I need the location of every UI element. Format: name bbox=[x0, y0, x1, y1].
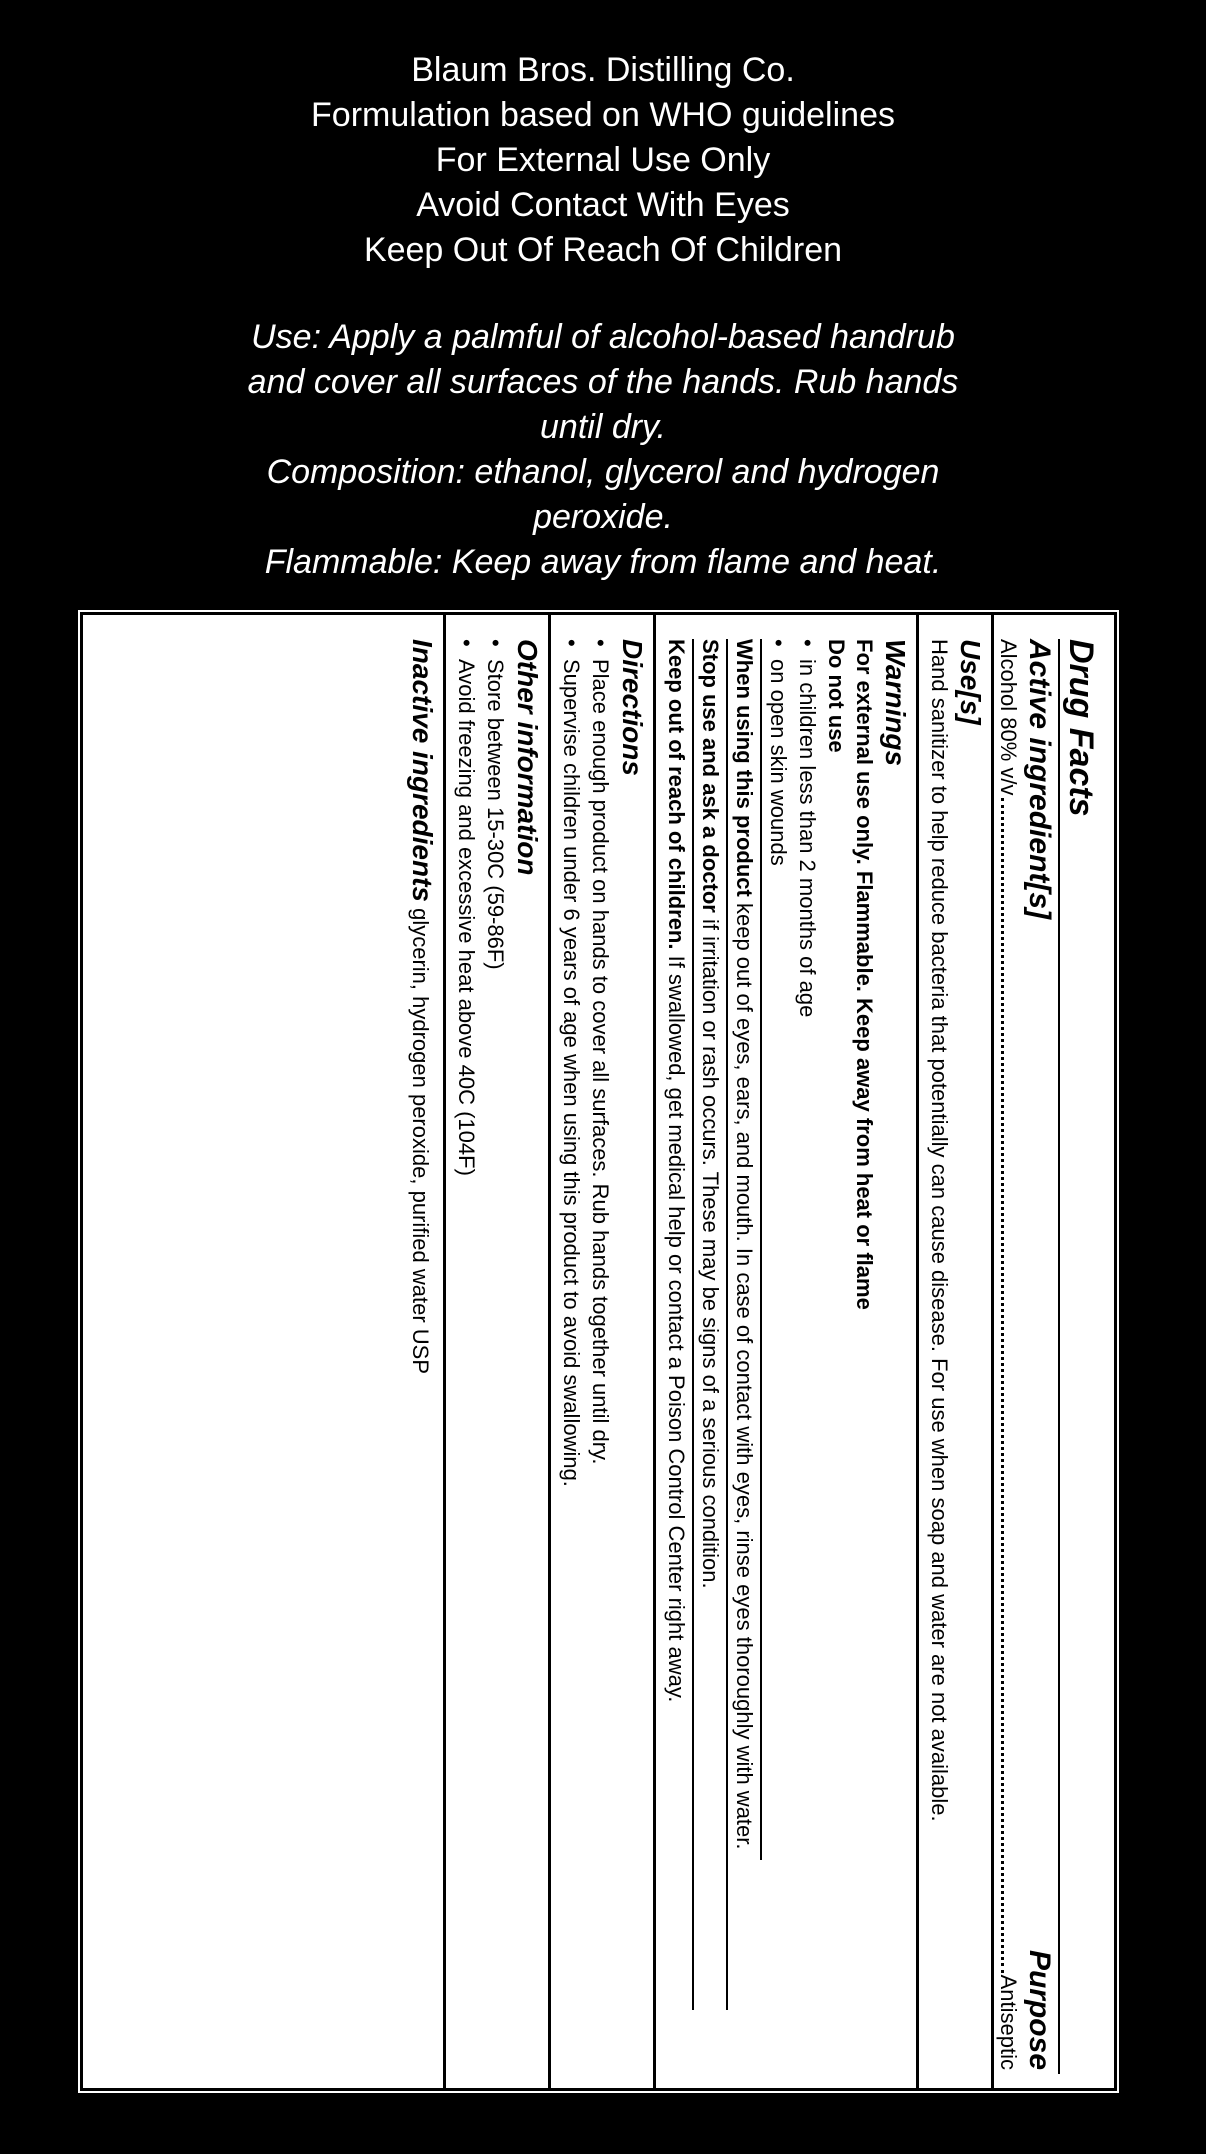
active-ingredient: Alcohol 80% v/v bbox=[996, 639, 1021, 796]
do-not-use-heading: Do not use bbox=[824, 639, 849, 753]
external-use-note: For External Use Only bbox=[435, 141, 771, 179]
eye-warning: Avoid Contact With Eyes bbox=[416, 186, 790, 224]
stop-use-text: if irritation or rash occurs. These may be signs of a serious condition. bbox=[698, 912, 723, 1589]
external-use-warning: For external use only. Flammable. Keep away from heat or flame bbox=[852, 639, 877, 1310]
other-info-section bbox=[446, 615, 551, 2088]
warnings-section bbox=[656, 615, 919, 2088]
other-info-item: • Store between 15-30C (59-86F) bbox=[481, 639, 510, 2070]
directions-section bbox=[551, 615, 656, 2088]
leader-dots bbox=[1001, 798, 1004, 1973]
purpose-heading: Purpose bbox=[1023, 1949, 1056, 2070]
uses-heading: Use[s] bbox=[955, 639, 986, 725]
keep-out-label: Keep out of reach of children. bbox=[664, 639, 689, 950]
do-not-use-item: • on open skin wounds bbox=[764, 639, 793, 2070]
uses-section bbox=[919, 615, 994, 2088]
use-line-3: until dry. bbox=[540, 408, 666, 446]
children-warning: Keep Out Of Reach Of Children bbox=[363, 231, 843, 269]
when-using-label: When using this product bbox=[732, 639, 757, 897]
do-not-use-item: • in children less than 2 months of age bbox=[793, 639, 822, 2070]
active-ingredients-header bbox=[1022, 639, 1056, 2070]
use-line-1: Use: Apply a palmful of alcohol-based handrub bbox=[251, 318, 955, 356]
stop-use-label: Stop use and ask a doctor bbox=[698, 639, 723, 913]
active-ingredients-heading: Active ingredient[s] bbox=[1023, 639, 1056, 920]
inactive-text: glycerin, hydrogen peroxide, purified water USP bbox=[408, 901, 433, 1374]
when-using-paragraph bbox=[730, 639, 758, 2070]
other-info-item: • Avoid freezing and excessive heat above 40C (104F) bbox=[452, 639, 481, 2070]
formulation-note: Formulation based on WHO guidelines bbox=[311, 96, 895, 134]
inactive-paragraph bbox=[405, 639, 439, 2070]
direction-item: • Place enough product on hands to cover all surfaces. Rub hands together until dry. bbox=[586, 639, 615, 2070]
composition-line-1: Composition: ethanol, glycerol and hydrogen bbox=[266, 453, 940, 491]
directions-heading: Directions bbox=[617, 639, 648, 776]
use-line-2: and cover all surfaces of the hands. Rub hands bbox=[247, 363, 959, 401]
warnings-heading: Warnings bbox=[880, 639, 911, 767]
keep-out-paragraph bbox=[662, 639, 690, 2070]
drug-facts-panel bbox=[80, 612, 1117, 2091]
label-header bbox=[0, 48, 1206, 585]
active-ingredient-row bbox=[994, 639, 1022, 2070]
active-purpose: Antiseptic bbox=[996, 1974, 1021, 2070]
inactive-section bbox=[399, 615, 446, 2088]
uses-text: Hand sanitizer to help reduce bacteria that potentially can cause disease. For use when soap and water are not available. bbox=[927, 639, 952, 1822]
stop-use-paragraph bbox=[696, 639, 724, 2070]
when-using-text: keep out of eyes, ears, and mouth. In case of contact with eyes, rinse eyes thoroughly with water. bbox=[732, 896, 757, 1850]
brand-name: Blaum Bros. Distilling Co. bbox=[411, 51, 795, 89]
keep-out-text: If swallowed, get medical help or contact a Poison Control Center right away. bbox=[664, 949, 689, 1703]
drug-facts-title: Drug Facts bbox=[1062, 639, 1100, 817]
flammable-line: Flammable: Keep away from flame and heat. bbox=[264, 543, 942, 581]
direction-item: • Supervise children under 6 years of age when using this product to avoid swallowing. bbox=[557, 639, 586, 2070]
inactive-heading: Inactive ingredients bbox=[407, 639, 438, 902]
composition-line-2: peroxide. bbox=[533, 498, 673, 536]
drug-facts-content bbox=[83, 615, 1114, 2088]
other-info-heading: Other information bbox=[512, 639, 543, 876]
